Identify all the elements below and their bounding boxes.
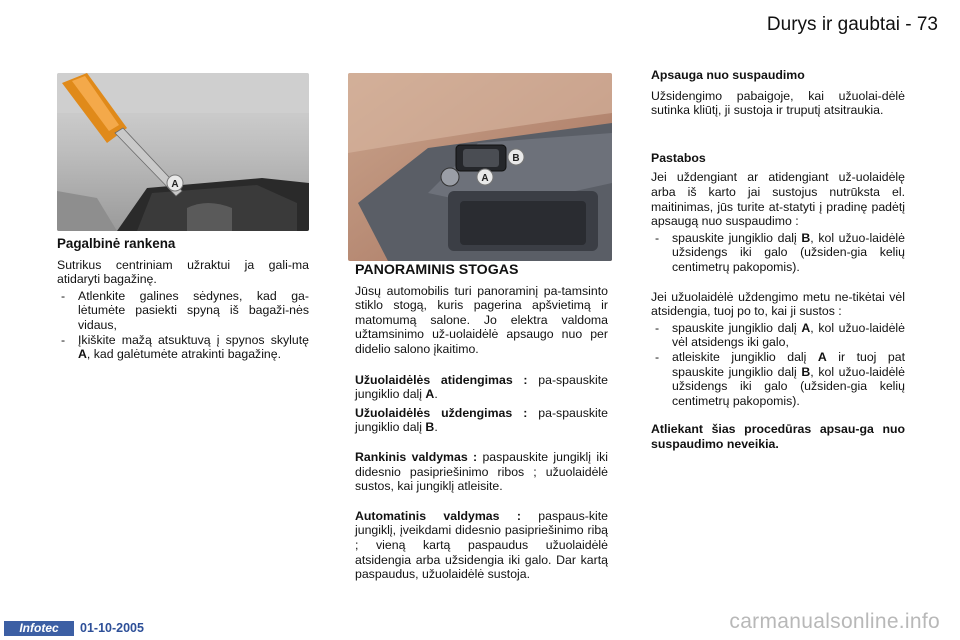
trunk-lock-photo [57, 73, 309, 231]
right-column [651, 68, 905, 451]
watermark: carmanualsonline.info [729, 610, 940, 633]
warning-text: Atliekant šias procedūras apsau-ga nuo suspaudimo neveikia. [651, 422, 905, 451]
closing-instruction: Užuolaidėlės uždengimas : pa-spauskite jungiklio dalį B. [355, 405, 608, 435]
notes-text: Jei uždengiant ar atidengiant už-uolaidėlę arba iš karto jai sustojus nutrūksta el. maitinimas, jūs turite at-statyti į pradinę padėtį apsaugą nuo suspaudimo : [651, 170, 905, 229]
panoramic-roof-heading: PANORAMINIS STOGAS [355, 262, 519, 278]
infotec-logo: Infotec [4, 621, 74, 636]
automatic-mode-instruction: Automatinis valdymas : paspaus-kite jungiklį, įveikdami didesnio pasipriešinimo ribą ; vieną kartą paspaudus užuolaidėlė atsidengia arba užsidengia iki galo. Dar kartą paspaudus, užuolaidėlė sustoja. [355, 508, 608, 582]
list-item: - spauskite jungiklio dalį A, kol užuo-laidėlė vėl atsidengs iki galo, [651, 321, 905, 350]
auxiliary-handle-intro: Sutrikus centriniam užraktui ja gali-ma atidaryti bagažinę. [57, 257, 309, 287]
page-title: Durys ir gaubtai - 73 [766, 14, 938, 35]
reopen-text: Jei užuolaidėlė uždengimo metu ne-tikėtai vėl atsidengia, tuoj po to, kai ji sustos : [651, 289, 905, 319]
roof-switch-photo [348, 73, 612, 261]
list-item: - Įkiškite mažą atsuktuvą į spynos skylutę A, kad galėtumėte atrakinti bagažinę. [57, 333, 309, 362]
notes-steps [651, 231, 905, 275]
print-date: 01-10-2005 [80, 621, 144, 635]
notes-heading: Pastabos [651, 150, 706, 165]
middle-column [355, 263, 608, 582]
anti-pinch-text: Užsidengimo pabaigoje, kai užuolai-dėlė sutinka kliūtį, ji sustoja ir truputį atsitraukia. [651, 88, 905, 118]
opening-instruction: Užuolaidėlės atidengimas : pa-spauskite jungiklio dalį A. [355, 372, 608, 402]
left-column [57, 237, 309, 362]
label-a: A [171, 179, 179, 190]
label-a: A [481, 173, 489, 184]
auxiliary-handle-heading: Pagalbinė rankena [57, 236, 176, 251]
reopen-steps [651, 321, 905, 409]
roof-switch-illustration [348, 73, 612, 261]
trunk-lock-illustration [57, 73, 309, 231]
list-item: - atleiskite jungiklio dalį A ir tuoj pat spauskite jungiklio dalį B, kol užuo-laidėlė užsidengs iki galo (užsiden-gia kelių centimetrų pakopomis). [651, 350, 905, 408]
panoramic-roof-intro: Jūsų automobilis turi panoraminį pa-tamsinto stiklo stogą, kuris pagerina apšvietimą ir matomumą salone. Jo elektra valdoma užtamsinimo už-uolaidėlė apsaugo nuo per didelio salono įkaitimo. [355, 283, 608, 356]
label-b: B [512, 153, 520, 164]
list-item: - Atlenkite galines sėdynes, kad ga-lėtumėte pasiekti spyną iš bagaži-nės vidaus, [57, 289, 309, 333]
list-item: - spauskite jungiklio dalį B, kol užuo-laidėlė užsidengs iki galo (užsiden-gia kelių centimetrų pakopomis). [651, 231, 905, 275]
anti-pinch-heading: Apsauga nuo suspaudimo [651, 68, 805, 82]
manual-mode-instruction: Rankinis valdymas : paspauskite jungiklį iki didesnio pasipriešinimo ribos ; užuolaidėlė sustos, kai jungiklį atleisite. [355, 449, 608, 494]
auxiliary-handle-steps [57, 289, 309, 362]
